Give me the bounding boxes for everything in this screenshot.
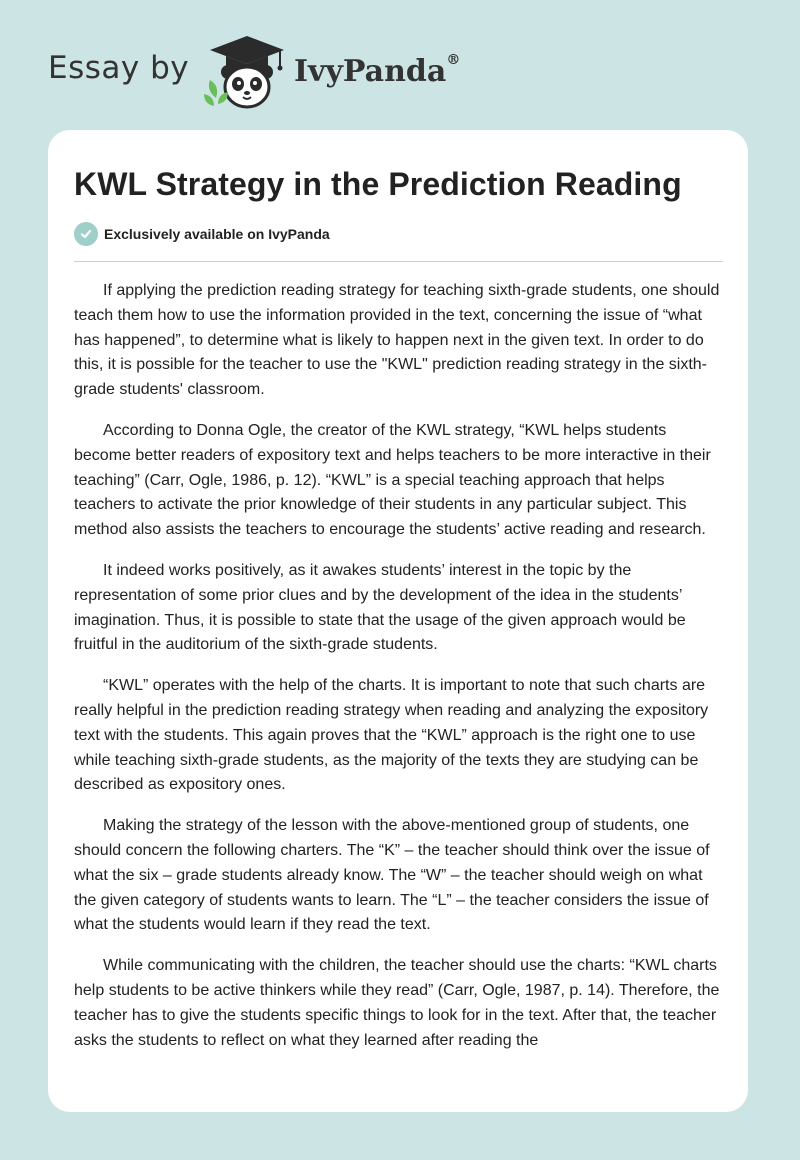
- panda-logo-icon[interactable]: [202, 32, 292, 112]
- registered-mark: ®: [446, 52, 461, 68]
- essay-body: [74, 279, 724, 1069]
- brand-name-text: IvyPanda: [294, 54, 447, 89]
- exclusive-badge-text: Exclusively available on IvyPanda: [104, 226, 330, 242]
- divider: [74, 261, 723, 262]
- check-circle-icon: [74, 222, 98, 246]
- paragraph: “KWL” operates with the help of the charts. It is important to note that such charts are really helpful in the prediction reading strategy when reading and analyzing the expository text with the students. This again proves that the “KWL” approach is the right one to use while teaching sixth-grade students, as the majority of the texts they are studying can be described as expository ones.: [74, 677, 709, 794]
- brand-name[interactable]: [294, 54, 460, 89]
- exclusive-badge: [74, 222, 330, 246]
- essay-card: [48, 130, 748, 1112]
- page-title: KWL Strategy in the Prediction Reading: [74, 166, 682, 202]
- paragraph: According to Donna Ogle, the creator of the KWL strategy, “KWL helps students become better readers of expository text and helps teachers to be more interactive in their teaching” (Carr, Ogle, 1986, p. 12). “KWL” is a special teaching approach that helps teachers to activate the prior knowledge of their students in any particular subject. This method also assists the teachers to encourage the students’ active reading and research.: [74, 421, 711, 539]
- paragraph: Making the strategy of the lesson with the above-mentioned group of students, one should concern the following charters. The “K” – the teacher should think over the issue of what the six – grade students already know. The “W” – the teacher should weigh on what the given category of students wants to learn. The “L” – the teacher considers the issue of what the students would learn if they read the text.: [74, 817, 710, 934]
- paragraph: If applying the prediction reading strategy for teaching sixth-grade students, one should teach them how to use the information provided in the text, concerning the issue of “what has happened”, to determine what is likely to happen next in the given text. In order to do this, it is possible for the teacher to use the "KWL" prediction reading strategy in the sixth-grade students' classroom.: [74, 282, 720, 399]
- paragraph: While communicating with the children, the teacher should use the charts: “KWL charts help students to be active thinkers while they read” (Carr, Ogle, 1987, p. 14). Therefore, the teacher has to give the students specific things to look for in the text. After that, the teacher asks the students to reflect on what they learned after reading the: [74, 957, 720, 1049]
- site-header: [48, 32, 548, 112]
- essay-by-label: Essay by: [48, 50, 190, 86]
- paragraph: It indeed works positively, as it awakes students’ interest in the topic by the representation of some prior clues and by the development of the idea in the students’ imagination. Thus, it is possible to state that the usage of the given approach would be fruitful in the auditorium of the sixth-grade students.: [74, 561, 686, 654]
